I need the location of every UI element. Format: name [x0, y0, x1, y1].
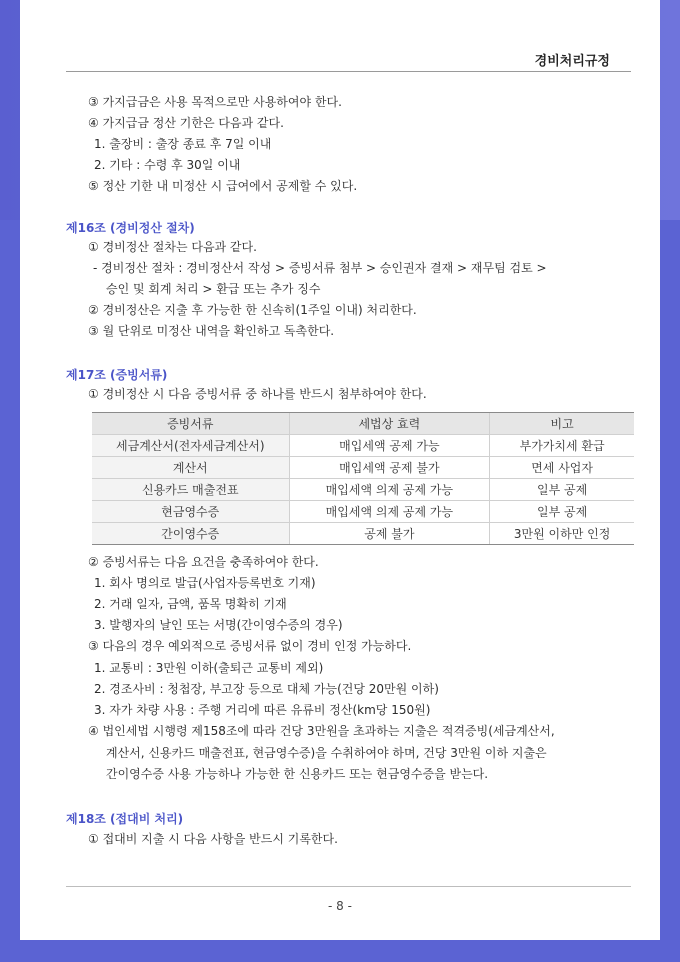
table-cell: 공제 불가	[289, 523, 490, 545]
clause-line: ④ 법인세법 시행령 제158조에 따라 건당 3만원을 초과하는 지출은 적격증빙(세금계산서,	[88, 724, 555, 738]
document-page	[20, 0, 660, 940]
sub-item-line: 2. 경조사비 : 청첩장, 부고장 등으로 대체 가능(건당 20만원 이하)	[94, 682, 439, 696]
table-row	[92, 479, 634, 501]
column-header: 증빙서류	[92, 413, 289, 435]
table-cell: 신용카드 매출전표	[92, 479, 289, 501]
table-header-row	[92, 413, 634, 435]
column-header: 비고	[490, 413, 634, 435]
clause-line: ⑤ 정산 기한 내 미정산 시 급여에서 공제할 수 있다.	[88, 179, 358, 193]
document-title: 경비처리규정	[534, 54, 610, 69]
sub-item-line: 1. 회사 명의로 발급(사업자등록번호 기재)	[94, 576, 316, 590]
table-cell: 매입세액 의제 공제 가능	[289, 479, 490, 501]
table-cell: 현금영수증	[92, 501, 289, 523]
table-cell: 매입세액 의제 공제 가능	[289, 501, 490, 523]
clause-continuation: 간이영수증 사용 가능하나 가능한 한 신용카드 또는 현금영수증을 받는다.	[106, 767, 489, 781]
clause-line: ① 경비정산 시 다음 증빙서류 중 하나를 반드시 첨부하여야 한다.	[88, 387, 427, 401]
clause-line: ② 경비정산은 지출 후 가능한 한 신속히(1주일 이내) 처리한다.	[88, 303, 417, 317]
clause-line: ③ 다음의 경우 예외적으로 증빙서류 없이 경비 인정 가능하다.	[88, 639, 412, 653]
table-cell: 세금계산서(전자세금계산서)	[92, 435, 289, 457]
table-cell: 일부 공제	[490, 501, 634, 523]
sub-item-line: 2. 거래 일자, 금액, 품목 명확히 기재	[94, 597, 287, 611]
clause-line: ① 경비정산 절차는 다음과 같다.	[88, 240, 257, 254]
table-cell: 매입세액 공제 가능	[289, 435, 490, 457]
procedure-continuation: 승인 및 회계 처리 > 환급 또는 추가 징수	[106, 282, 321, 296]
table-cell: 간이영수증	[92, 523, 289, 545]
clause-line: ③ 가지급금은 사용 목적으로만 사용하여야 한다.	[88, 95, 342, 109]
table-cell: 계산서	[92, 457, 289, 479]
article-17-heading: 제17조 (증빙서류)	[66, 368, 168, 382]
table-cell: 매입세액 공제 불가	[289, 457, 490, 479]
clause-line: ③ 월 단위로 미정산 내역을 확인하고 독촉한다.	[88, 324, 335, 338]
page-number: - 8 -	[328, 899, 352, 913]
clause-line: ② 증빙서류는 다음 요건을 충족하여야 한다.	[88, 555, 319, 569]
column-header: 세법상 효력	[289, 413, 490, 435]
procedure-line: - 경비정산 절차 : 경비정산서 작성 > 증빙서류 첨부 > 승인권자 결재 > 재무팀 검토 >	[93, 261, 547, 275]
clause-line: ① 접대비 지출 시 다음 사항을 반드시 기록한다.	[88, 832, 338, 846]
table-cell: 부가가치세 환급	[490, 435, 634, 457]
sub-item-line: 1. 교통비 : 3만원 이하(출퇴근 교통비 제외)	[94, 661, 324, 675]
table-row	[92, 501, 634, 523]
evidence-documents-table	[92, 412, 634, 545]
footer-divider	[66, 886, 631, 887]
table-row	[92, 523, 634, 545]
clause-continuation: 계산서, 신용카드 매출전표, 현금영수증)을 수취하여야 하며, 건당 3만원 이하 지출은	[106, 746, 547, 760]
table-cell: 면세 사업자	[490, 457, 634, 479]
decorative-bottom-band	[0, 940, 680, 962]
sub-item-line: 2. 기타 : 수령 후 30일 이내	[94, 158, 241, 172]
table-row	[92, 435, 634, 457]
clause-line: ④ 가지급금 정산 기한은 다음과 같다.	[88, 116, 284, 130]
sub-item-line: 3. 발행자의 날인 또는 서명(간이영수증의 경우)	[94, 618, 343, 632]
sub-item-line: 1. 출장비 : 출장 종료 후 7일 이내	[94, 137, 272, 151]
header-divider	[66, 71, 631, 72]
article-16-heading: 제16조 (경비정산 절차)	[66, 221, 195, 235]
table-cell: 일부 공제	[490, 479, 634, 501]
table-row	[92, 457, 634, 479]
article-18-heading: 제18조 (접대비 처리)	[66, 812, 184, 826]
sub-item-line: 3. 자가 차량 사용 : 주행 거리에 따른 유류비 정산(km당 150원)	[94, 703, 431, 717]
table-cell: 3만원 이하만 인정	[490, 523, 634, 545]
